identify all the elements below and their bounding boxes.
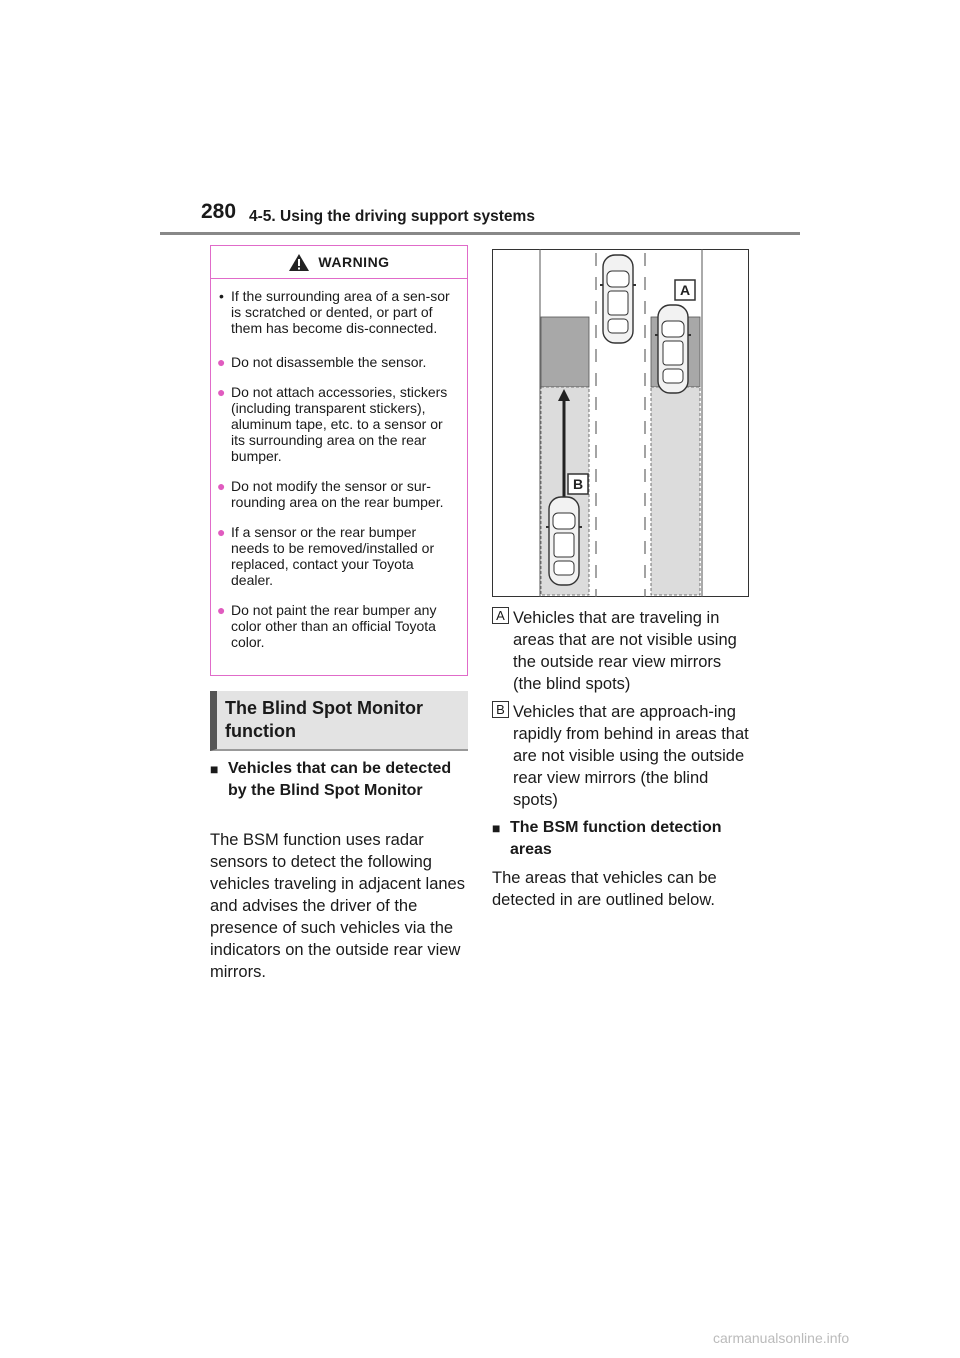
warning-text: If the surrounding area of a sen-sor is scratched or dented, or part of them has become dis-connected. [231,288,450,336]
bsm-detection-diagram [492,249,749,597]
car-icon [546,497,582,585]
detection-areas-description: The areas that vehicles can be detected in are outlined below. [492,869,717,909]
warning-text: If a sensor or the rear bumper needs to be removed/installed or replaced, contact your Toyota dealer. [231,524,435,588]
section-title: 4-5. Using the driving support systems [249,208,535,225]
blind-spot-zone-left [541,317,589,387]
warning-text: Do not attach accessories, stickers (including transparent stickers), aluminum tape, etc. to a sensor or its surrounding area on the rear bumper. [231,384,448,464]
approach-zone-right [651,387,700,595]
bsm-description: The BSM function uses radar sensors to detect the following vehicles traveling in adjacent lanes and advises the driver of the presence of such vehicles via the indicators on the outside rear view mirrors. [210,831,465,981]
warning-bullet: ● [217,602,226,618]
legend-text: Vehicles that are traveling in areas that are not visible using the outside rear view mirrors (the blind spots) [513,609,737,693]
legend-letter: A [492,607,509,624]
square-bullet-icon: ■ [492,820,501,836]
warning-header [211,246,467,279]
warning-text: Do not modify the sensor or sur-rounding area on the rear bumper. [231,478,444,510]
warning-item [217,288,457,336]
warning-list [211,279,467,650]
warning-bullet: ● [217,478,226,494]
legend-item-a [492,607,752,695]
warning-text: Do not paint the rear bumper any color other than an official Toyota color. [231,602,437,650]
callout-a-label: A [679,282,691,298]
warning-bullet: ● [217,384,226,400]
legend-item-b [492,701,752,811]
bsm-section-heading: The Blind Spot Monitor function [210,691,468,751]
watermark: carmanualsonline.info [713,1330,850,1346]
sub-heading-text: Vehicles that can be detected by the Blind Spot Monitor [228,760,452,799]
warning-item [217,602,457,650]
warning-item [217,384,457,464]
warning-triangle-icon [288,253,310,272]
legend-text: Vehicles that are approach-ing rapidly from behind in areas that are not visible using the outside rear view mirrors (the blind spots) [513,703,749,809]
legend-letter: B [492,701,509,718]
header-rule [160,232,800,235]
car-icon [600,255,636,343]
warning-bullet: ● [217,354,226,370]
page-number: 280 [201,200,237,223]
sub-heading-text: The BSM function detection areas [510,819,722,858]
warning-box [210,245,468,676]
sub-heading-detected-vehicles [210,758,468,802]
warning-text: Do not disassemble the sensor. [231,354,427,370]
square-bullet-icon: ■ [210,761,219,777]
warning-item [217,354,457,370]
callout-b-label: B [572,476,584,492]
warning-item [217,478,457,510]
warning-bullet: ● [217,524,226,540]
warning-item [217,524,457,588]
warning-bullet: • [219,288,224,304]
warning-title: WARNING [318,254,390,270]
sub-heading-detection-areas [492,817,752,861]
car-icon [655,305,691,393]
